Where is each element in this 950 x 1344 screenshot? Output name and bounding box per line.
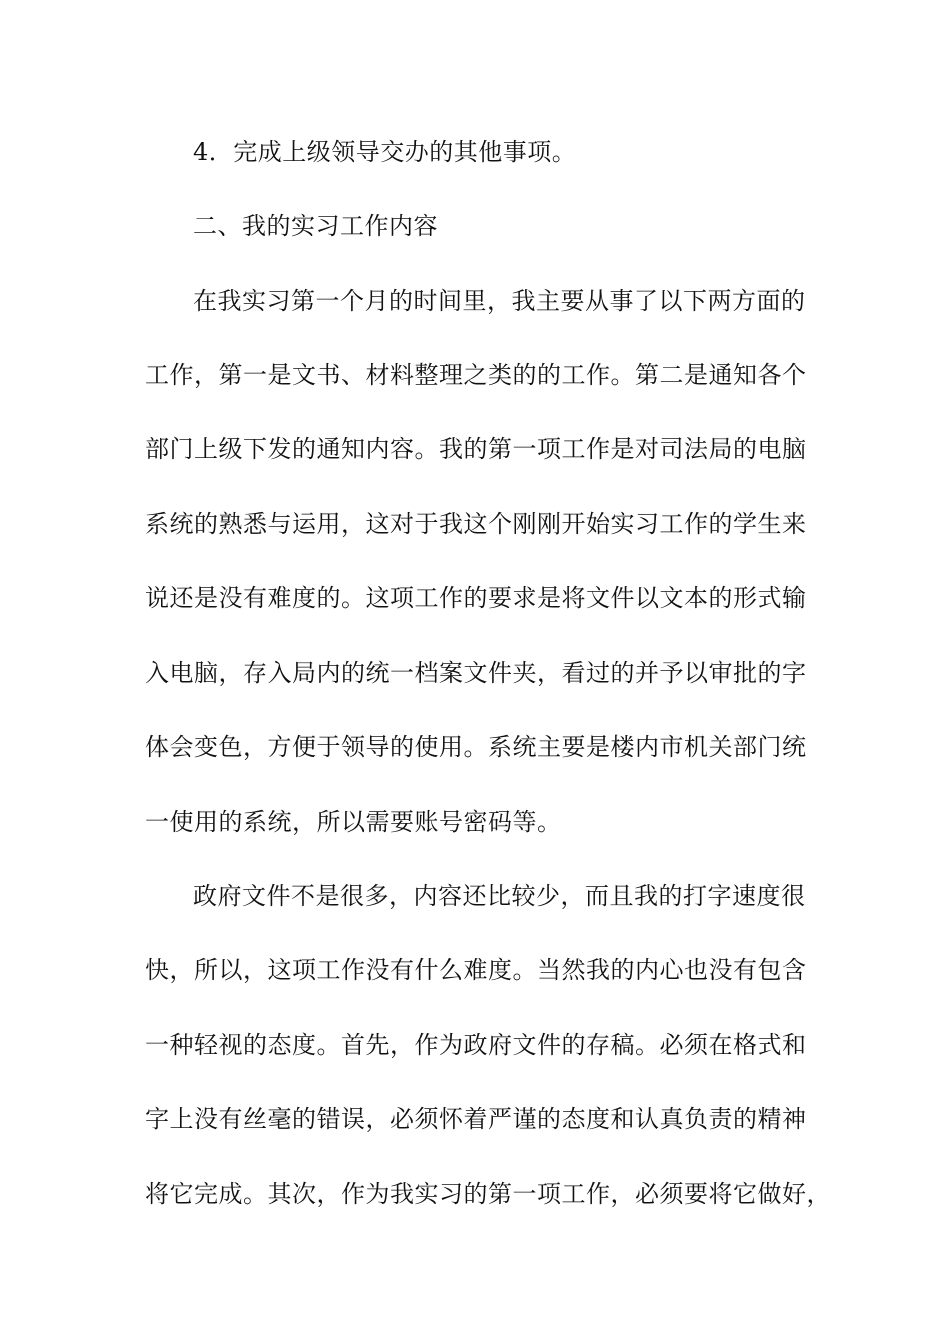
- paragraph-line: 一种轻视的态度。首先，作为政府文件的存稿。必须在格式和: [145, 1031, 807, 1059]
- paragraph-line: 在我实习第一个月的时间里，我主要从事了以下两方面的: [193, 287, 806, 315]
- paragraph-line: 部门上级下发的通知内容。我的第一项工作是对司法局的电脑: [145, 435, 807, 463]
- list-item-4: 4．完成上级领导交办的其他事项。: [193, 138, 577, 166]
- paragraph-line: 入电脑，存入局内的统一档案文件夹，看过的并予以审批的字: [145, 659, 807, 687]
- paragraph-line: 字上没有丝毫的错误，必须怀着严谨的态度和认真负责的精神: [145, 1105, 807, 1133]
- paragraph-line: 政府文件不是很多，内容还比较少，而且我的打字速度很: [193, 882, 806, 910]
- paragraph-line: 体会变色，方便于领导的使用。系统主要是楼内市机关部门统: [145, 733, 807, 761]
- paragraph-line: 系统的熟悉与运用，这对于我这个刚刚开始实习工作的学生来: [145, 510, 807, 538]
- paragraph-line: 一使用的系统，所以需要账号密码等。: [145, 808, 562, 836]
- paragraph-line: 快，所以，这项工作没有什么难度。当然我的内心也没有包含: [145, 956, 807, 984]
- paragraph-line: 将它完成。其次，作为我实习的第一项工作，必须要将它做好，: [145, 1180, 831, 1208]
- paragraph-line: 工作，第一是文书、材料整理之类的的工作。第二是通知各个: [145, 361, 807, 389]
- paragraph-line: 说还是没有难度的。这项工作的要求是将文件以文本的形式输: [145, 584, 807, 612]
- section-heading: 二、我的实习工作内容: [193, 212, 438, 240]
